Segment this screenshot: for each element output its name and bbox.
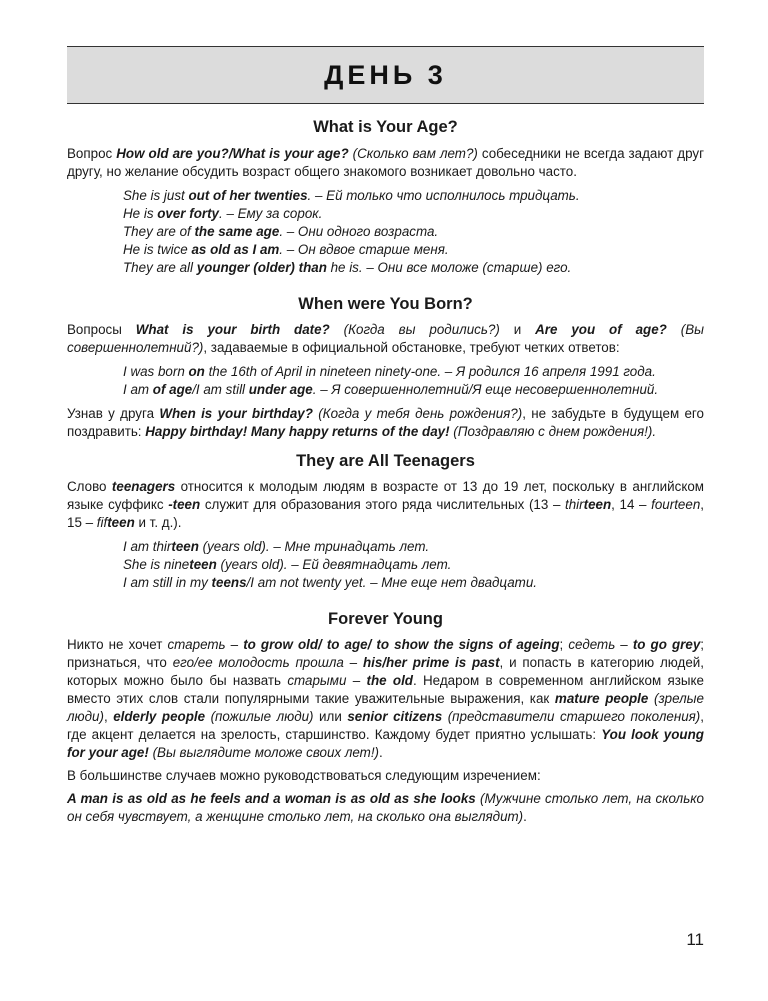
text-run: he is. – Они все моложе (старше) его. bbox=[326, 260, 572, 275]
text-run: elderly people bbox=[113, 709, 206, 724]
text-run: on bbox=[188, 364, 205, 379]
text-run: (пожилые люди) bbox=[205, 709, 314, 724]
text-run: (years old). – Мне тринадцать лет. bbox=[198, 539, 430, 554]
text-run: teens bbox=[211, 575, 247, 590]
text-run: ; признаться, что bbox=[67, 637, 705, 670]
text-run: Are you of age? bbox=[535, 322, 667, 337]
text-run: How old are you?/What is your age? bbox=[116, 146, 349, 161]
text-run: седеть bbox=[568, 637, 616, 652]
text-run: – bbox=[346, 673, 367, 688]
text-run: (years old). – Ей девятнадцать лет. bbox=[216, 557, 452, 572]
example-line bbox=[123, 574, 704, 592]
text-run: , задаваемые в официальной обстановке, требуют четких ответов: bbox=[203, 340, 620, 355]
text-run: Слово bbox=[67, 479, 112, 494]
text-run: . – Я совершеннолетний/Я еще несовершеннолетний. bbox=[312, 382, 659, 397]
text-run: I am still in my bbox=[123, 575, 212, 590]
text-run: (Когда у тебя день рождения?) bbox=[312, 406, 523, 421]
section-born-examples bbox=[67, 363, 704, 399]
text-run: What is your birth date? bbox=[135, 322, 330, 337]
section-born-outro bbox=[67, 405, 704, 441]
text-run: teen bbox=[107, 515, 135, 530]
text-run: (Вы выглядите моложе своих лет!) bbox=[148, 745, 380, 760]
section-title-teenagers: They are All Teenagers bbox=[296, 452, 475, 470]
text-run: , 15 – bbox=[67, 497, 704, 530]
text-run: . – Они одного возраста. bbox=[279, 224, 439, 239]
page-content bbox=[67, 116, 704, 826]
text-run: собеседники не всегда задают друг другу, но желание обсудить возраст общего знакомого возникает довольно часто. bbox=[67, 146, 704, 179]
text-run: I am bbox=[123, 382, 153, 397]
day-title: ДЕНЬ 3 bbox=[324, 60, 447, 90]
text-run: She is just bbox=[123, 188, 189, 203]
text-run: under age bbox=[248, 382, 313, 397]
example-line bbox=[123, 223, 704, 241]
text-run: – bbox=[343, 655, 363, 670]
text-run: mature people bbox=[554, 691, 649, 706]
text-run: – bbox=[615, 637, 633, 652]
text-run: younger (older) than bbox=[196, 260, 327, 275]
text-run: Вопросы bbox=[67, 322, 136, 337]
section-young-intro bbox=[67, 636, 704, 762]
text-run: the same age bbox=[194, 224, 280, 239]
text-run: When is your birthday? bbox=[159, 406, 313, 421]
text-run: He is twice bbox=[123, 242, 192, 257]
section-age-intro bbox=[67, 145, 704, 181]
text-run: или bbox=[313, 709, 348, 724]
text-run: -teen bbox=[168, 497, 201, 512]
text-run: . – Ей только что исполнилось тридцать. bbox=[307, 188, 580, 203]
section-born-intro bbox=[67, 321, 704, 357]
text-run: . bbox=[523, 809, 527, 824]
section-age-examples bbox=[67, 187, 704, 277]
text-run: over forty bbox=[157, 206, 219, 221]
text-run: He is bbox=[123, 206, 158, 221]
text-run: , где акцент делается на зрелость, старшинство. Каждому будет приятно услышать: bbox=[67, 709, 704, 742]
text-run: of age bbox=[152, 382, 193, 397]
text-run: teen bbox=[583, 497, 612, 512]
text-run: и bbox=[499, 322, 536, 337]
section-young-paragraph2 bbox=[67, 767, 704, 785]
day-header-banner bbox=[67, 46, 704, 104]
section-title-born: When were You Born? bbox=[298, 295, 473, 313]
text-run: ; bbox=[559, 637, 569, 652]
text-run: (Вы совершеннолетний?) bbox=[67, 322, 704, 355]
example-line bbox=[123, 205, 704, 223]
text-run: They are of bbox=[123, 224, 195, 239]
section-teenagers-intro bbox=[67, 478, 704, 532]
section-title-forever-young: Forever Young bbox=[328, 610, 443, 628]
text-run: fourteen bbox=[651, 497, 701, 512]
text-run: teenagers bbox=[111, 479, 176, 494]
text-run: I am thir bbox=[123, 539, 172, 554]
example-line bbox=[123, 187, 704, 205]
text-run: служит для образования этого ряда числительных (13 – bbox=[200, 497, 566, 512]
text-run: (Сколько вам лет?) bbox=[348, 146, 478, 161]
text-run: старыми bbox=[287, 673, 347, 688]
text-run: They are all bbox=[123, 260, 197, 275]
text-run: out of her twenties bbox=[188, 188, 308, 203]
text-run: относится к молодым людям в возрасте от 13 до 19 лет, поскольку в английском языке суффикс bbox=[67, 479, 704, 512]
text-run: the 16th of April in nineteen ninety-one. – Я родился 16 апреля 1991 года. bbox=[204, 364, 656, 379]
section-teenagers-examples bbox=[67, 538, 704, 592]
text-run: Никто не хочет bbox=[67, 637, 168, 652]
text-run: You look young for your age! bbox=[67, 727, 704, 760]
example-line bbox=[123, 259, 704, 277]
text-run: to go grey bbox=[632, 637, 701, 652]
example-line bbox=[123, 381, 664, 399]
text-run: , bbox=[103, 709, 114, 724]
text-run: fif bbox=[96, 515, 108, 530]
text-run: I was born bbox=[123, 364, 189, 379]
text-run: и т. д.). bbox=[134, 515, 182, 530]
text-run: Happy birthday! Many happy returns of the day! bbox=[145, 424, 450, 439]
text-run: – bbox=[225, 637, 244, 652]
text-run: Узнав у друга bbox=[67, 406, 160, 421]
text-run: , 14 – bbox=[611, 497, 652, 512]
text-run: . – Ему за сорок. bbox=[219, 206, 323, 221]
text-run: as old as I am bbox=[191, 242, 280, 257]
text-run: . bbox=[379, 745, 383, 760]
text-run: /I am not twenty yet. – Мне еще нет двадцати. bbox=[246, 575, 538, 590]
text-run: , не забудьте в будущем его поздравить: bbox=[67, 406, 704, 439]
text-run: /I am still bbox=[192, 382, 249, 397]
text-run: (Мужчине столько лет, на сколько он себя чувствует, а женщине столько лет, на сколько она выглядит) bbox=[67, 791, 705, 824]
text-run: В большинстве случаев можно руководствоваться следующим изречением: bbox=[67, 768, 541, 783]
text-run: . Недаром в современном английском языке вместо этих слов стали популярными такие уважительные выражения, как bbox=[67, 673, 705, 706]
text-run: to grow old/ to age/ to show the signs of ageing bbox=[243, 637, 560, 652]
text-run: . – Он вдвое старше меня. bbox=[279, 242, 449, 257]
text-run: senior citizens bbox=[347, 709, 443, 724]
text-run: She is nine bbox=[123, 557, 190, 572]
text-run: , и попасть в категорию людей, которых можно было бы назвать bbox=[67, 655, 705, 688]
text-run: teen bbox=[189, 557, 217, 572]
text-run: его/ее молодость прошла bbox=[172, 655, 344, 670]
text-run: (Поздравляю с днем рождения!). bbox=[449, 424, 657, 439]
text-run: thir bbox=[565, 497, 584, 512]
text-run: A man is as old as he feels and a woman is as old as she looks bbox=[67, 791, 476, 806]
section-title-age: What is Your Age? bbox=[313, 118, 458, 136]
text-run: Вопрос bbox=[67, 146, 117, 161]
page-number: 11 bbox=[686, 930, 704, 949]
example-line bbox=[123, 538, 704, 556]
text-run: his/her prime is past bbox=[362, 655, 500, 670]
section-young-proverb bbox=[67, 790, 704, 826]
text-run: the old bbox=[366, 673, 413, 688]
text-run: (Когда вы родились?) bbox=[329, 322, 500, 337]
text-run: (зрелые люди) bbox=[67, 691, 704, 724]
text-run: teen bbox=[171, 539, 199, 554]
example-line bbox=[123, 241, 704, 259]
example-line bbox=[123, 363, 664, 381]
text-run: стареть bbox=[167, 637, 226, 652]
text-run: (представители старшего поколения) bbox=[442, 709, 701, 724]
example-line bbox=[123, 556, 704, 574]
